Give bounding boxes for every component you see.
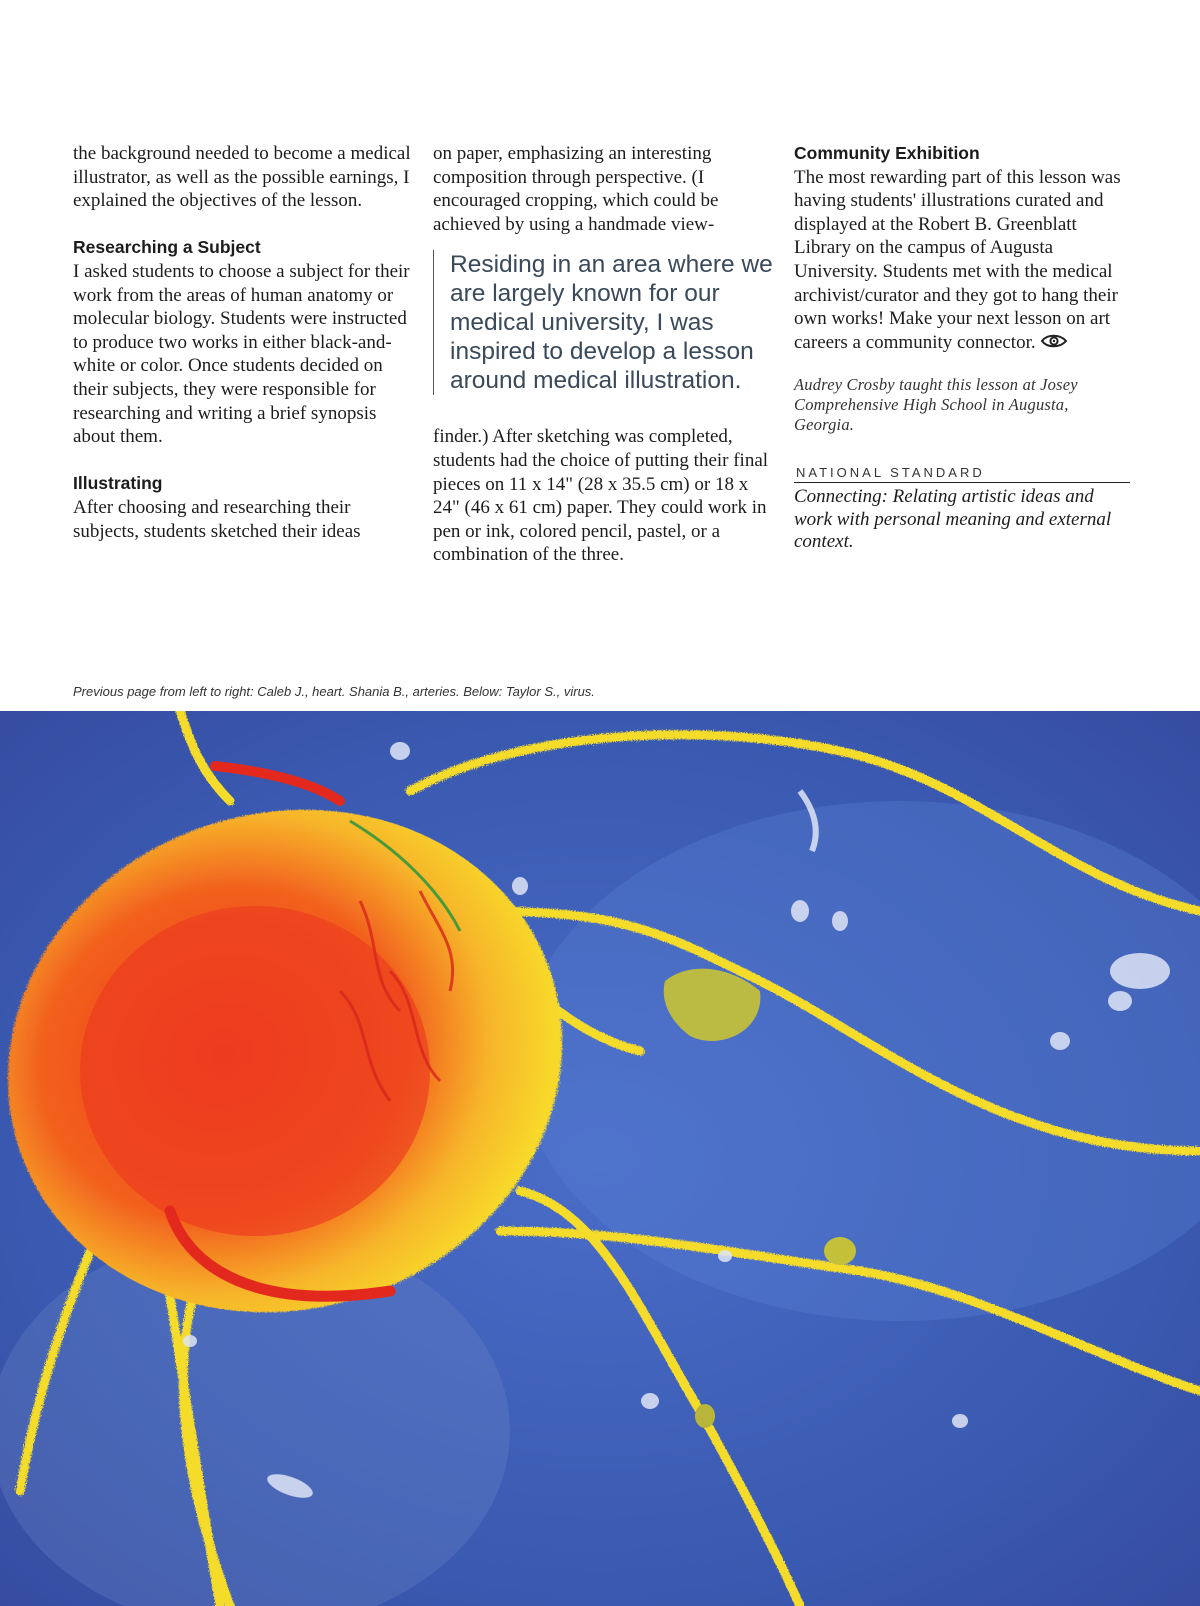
column-2-top-paragraph: on paper, emphasizing an interesting composition through perspective. (I encouraged cropping, which could be achieved by using a handmade view-: [433, 143, 719, 235]
pull-quote: Residing in an area where we are largely known for our medical university, I was inspired to develop a lesson around medical illustration.: [433, 250, 773, 395]
column-3: [794, 142, 1130, 554]
national-standard-text: Connecting: Relating artistic ideas and work with personal meaning and external context.: [794, 486, 1112, 553]
virus-artwork-image: [0, 711, 1200, 1606]
heading-researching: Researching a Subject: [73, 237, 261, 258]
column-1: [73, 142, 413, 543]
community-paragraph: [794, 166, 1130, 356]
intro-paragraph: the background needed to become a medical illustrator, as well as the possible earnings, I explained the objectives of the lesson.: [73, 143, 411, 212]
column-2-bottom-paragraph: finder.) After sketching was completed, students had the choice of putting their final pieces on 11 x 14" (28 x 35.5 cm) or 18 x 24" (46 x 61 cm) paper. They could work in pen or ink, colored pencil, pastel, or a combination of the three.: [433, 426, 769, 566]
image-caption: Previous page from left to right: Caleb J., heart. Shania B., arteries. Below: Taylor S., virus.: [73, 684, 595, 699]
heading-illustrating: Illustrating: [73, 473, 163, 494]
illustrating-paragraph: After choosing and researching their subjects, students sketched their ideas: [73, 496, 361, 542]
national-standard-label: NATIONAL STANDARD: [794, 465, 1130, 483]
researching-paragraph: I asked students to choose a subject for their work from the areas of human anatomy or molecular biology. Students were instructed to produce two works in either black-and-white or color. Once students decided on their subjects, they were responsible for researching and writing a brief synopsis about them.: [73, 260, 410, 448]
author-byline: Audrey Crosby taught this lesson at Josey Comprehensive High School in Augusta, Georgia.: [794, 375, 1078, 435]
column-2: [433, 142, 773, 567]
community-text: The most rewarding part of this lesson was having students' illustrations curated and displayed at the Robert B. Greenblatt Library on the campus of Augusta University. Students met with the medical archivist/curator and they got to hang their own works! Make your next lesson on art careers a community connector.: [794, 166, 1121, 353]
heading-community-exhibition: Community Exhibition: [794, 143, 980, 163]
eye-spiral-endmark-icon: [1040, 332, 1068, 356]
